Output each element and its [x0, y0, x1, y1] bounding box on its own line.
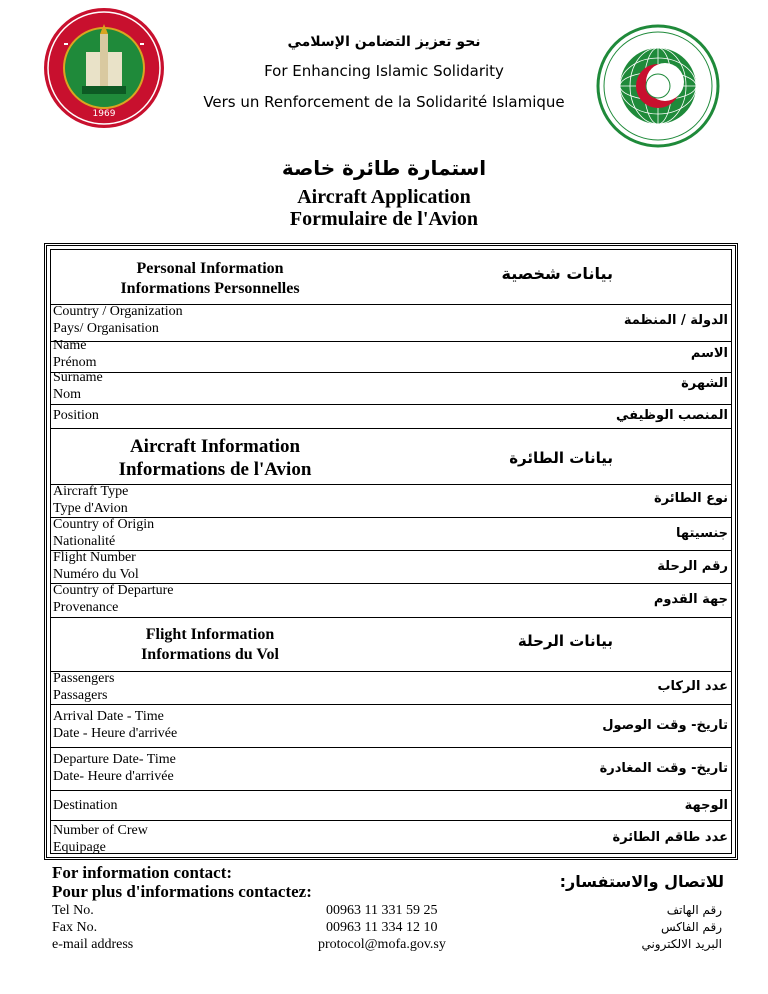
section-aircraft-title-ar: بيانات الطائرة — [509, 449, 613, 467]
field-flight-number — [53, 550, 139, 583]
field-label-fr: Nationalité — [53, 533, 116, 549]
field-label-fr: Prénom — [53, 354, 97, 370]
field-label-en: Country / Organization — [53, 304, 183, 319]
divider — [50, 747, 732, 748]
divider — [50, 704, 732, 705]
tel-label: Tel No. — [52, 903, 94, 918]
field-label-fr: Passagers — [53, 687, 108, 703]
french-motto: Vers un Renforcement de la Solidarité Islamique — [203, 93, 565, 111]
field-label-en: Departure Date- Time — [53, 752, 176, 767]
field-label-en: Arrival Date - Time — [53, 709, 164, 724]
section-flight-title — [95, 625, 325, 665]
field-number-of-crew — [53, 823, 148, 856]
section-aircraft-title-en: Aircraft Information — [129, 436, 301, 457]
section-flight-title-ar: بيانات الرحلة — [517, 632, 613, 650]
field-label-fr: Date - Heure d'arrivée — [53, 725, 178, 741]
field-label-en: Country of Departure — [53, 583, 174, 598]
title-arabic: استمارة طائرة خاصة — [281, 156, 487, 180]
field-departure-datetime-ar: تاريخ- وقت المغادرة — [599, 761, 728, 776]
divider — [50, 820, 732, 821]
field-label-en: Passengers — [53, 671, 115, 686]
field-label-fr: Provenance — [53, 599, 119, 615]
divider — [50, 341, 732, 342]
field-name-ar: الاسم — [690, 346, 728, 361]
fax-label-ar: رقم الفاكس — [660, 920, 722, 934]
section-personal-title-fr: Informations Personnelles — [120, 280, 300, 297]
divider — [50, 372, 732, 373]
field-surname — [53, 370, 103, 403]
section-aircraft-title-fr: Informations de l'Avion — [118, 459, 312, 480]
field-arrival-datetime — [53, 709, 177, 742]
field-label-fr: Equipage — [53, 839, 106, 855]
field-country-of-origin-ar: جنسيتها — [676, 526, 728, 541]
section-personal-title — [95, 259, 325, 299]
field-passengers-ar: عدد الركاب — [657, 679, 728, 694]
tel-value: 00963 11 331 59 25 — [326, 903, 438, 918]
title-english: Aircraft Application — [297, 186, 471, 208]
field-surname-ar: الشهرة — [681, 376, 728, 391]
field-flight-number-ar: رقم الرحلة — [657, 559, 728, 574]
email-label-ar: البريد الالكتروني — [641, 937, 722, 951]
section-aircraft-title — [85, 435, 345, 481]
field-label-fr: Numéro du Vol — [53, 566, 139, 582]
field-aircraft-type — [53, 484, 128, 517]
tel-label-ar: رقم الهاتف — [666, 903, 722, 917]
field-label-fr: Date- Heure d'arrivée — [53, 768, 174, 784]
contact-heading-en: For information contact: — [52, 863, 233, 882]
divider — [50, 428, 732, 429]
field-arrival-datetime-ar: تاريخ- وقت الوصول — [602, 718, 728, 733]
field-label-fr: Type d'Avion — [53, 500, 128, 516]
field-name — [53, 338, 97, 371]
divider — [50, 671, 732, 672]
section-personal-title-ar: بيانات شخصية — [501, 264, 613, 283]
field-aircraft-type-ar: نوع الطائرة — [654, 491, 728, 506]
email-label: e-mail address — [52, 937, 134, 952]
section-flight-title-en: Flight Information — [145, 626, 275, 643]
field-country-of-departure-ar: جهة القدوم — [653, 592, 728, 607]
svg-text:1969: 1969 — [92, 109, 116, 119]
arabic-motto: نحو تعزيز التضامن الإسلامي — [287, 34, 481, 50]
section-personal-title-en: Personal Information — [136, 260, 284, 277]
title-french: Formulaire de l'Avion — [289, 208, 479, 230]
fax-label: Fax No. — [52, 920, 98, 935]
field-passengers — [53, 671, 114, 704]
field-position-ar: المنصب الوظيفي — [615, 408, 728, 423]
field-destination: Destination — [53, 798, 118, 813]
field-label-en: Surname — [53, 370, 103, 385]
email-value[interactable]: protocol@mofa.gov.sy — [318, 937, 446, 952]
english-motto: For Enhancing Islamic Solidarity — [264, 62, 504, 80]
field-label-fr: Pays/ Organisation — [53, 320, 159, 336]
field-label-en: Number of Crew — [53, 823, 148, 838]
field-position: Position — [53, 408, 99, 423]
divider — [50, 617, 732, 618]
field-country-organization-ar: الدولة / المنظمة — [623, 313, 728, 328]
contact-heading-fr: Pour plus d'informations contactez: — [52, 882, 312, 901]
divider — [50, 790, 732, 791]
field-departure-datetime — [53, 752, 176, 785]
divider — [50, 550, 732, 551]
field-label-en: Flight Number — [53, 550, 136, 565]
field-country-organization — [53, 304, 183, 337]
field-label-en: Aircraft Type — [53, 484, 129, 499]
fax-value: 00963 11 334 12 10 — [326, 920, 438, 935]
field-destination-ar: الوجهة — [684, 798, 728, 813]
field-label-en: Country of Origin — [53, 517, 155, 532]
divider — [50, 404, 732, 405]
field-number-of-crew-ar: عدد طاقم الطائرة — [612, 830, 728, 845]
section-flight-title-fr: Informations du Vol — [141, 646, 279, 663]
divider — [50, 484, 732, 485]
field-country-of-departure — [53, 583, 174, 616]
field-label-en: Name — [53, 338, 87, 353]
field-country-of-origin — [53, 517, 154, 550]
contact-heading-ar: للاتصال والاستفسار: — [559, 872, 724, 891]
field-label-fr: Nom — [53, 386, 81, 402]
